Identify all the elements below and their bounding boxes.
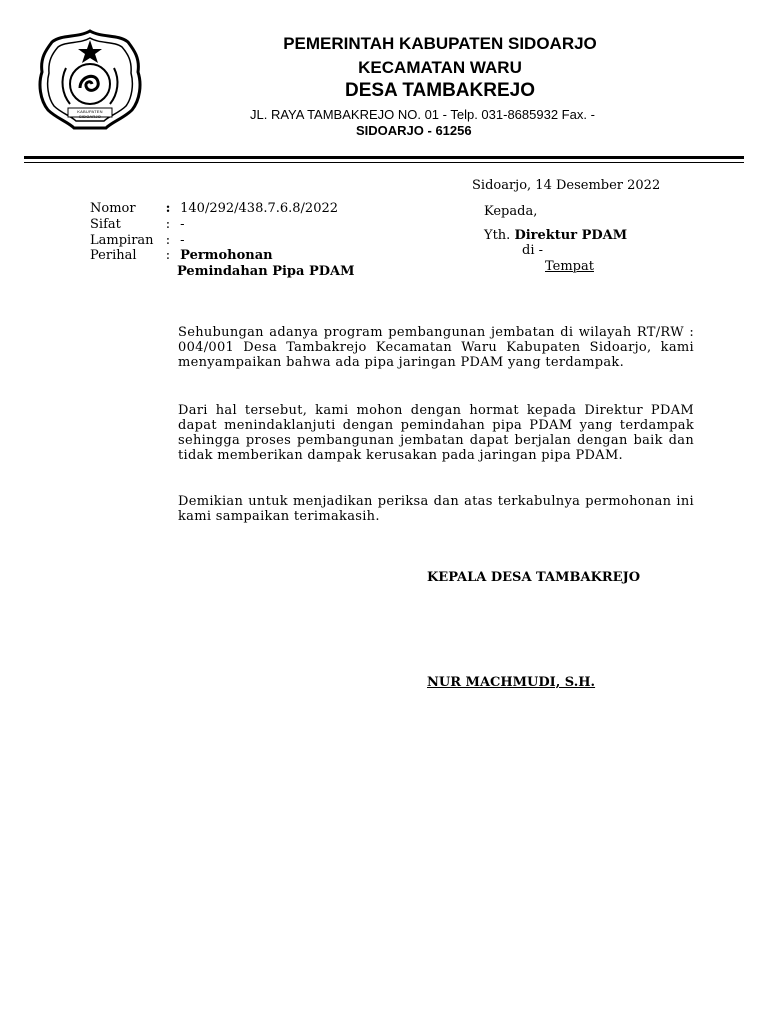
meta-row-lampiran (90, 233, 185, 249)
recipient-place: Tempat (545, 259, 594, 274)
meta-row-sifat (90, 217, 185, 233)
meta-label: Lampiran (90, 233, 154, 248)
body-paragraph-2: Dari hal tersebut, kami mohon dengan hormat kepada Direktur PDAM dapat menindaklanjuti dengan pemindahan pipa PDAM yang terdampak sehingga proses pembangunan jembatan dapat berjalan dengan baik dan tidak memberikan dampak kerusakan pada jaringan pipa PDAM. (178, 403, 694, 463)
meta-colon: : (165, 201, 171, 216)
meta-label: Sifat (90, 217, 121, 232)
body-paragraph-3: Demikian untuk menjadikan periksa dan atas terkabulnya permohonan ini kami sampaikan terimakasih. (178, 494, 694, 524)
meta-row-nomor (90, 201, 338, 217)
signature-name: NUR MACHMUDI, S.H. (427, 675, 596, 690)
meta-colon: : (165, 217, 171, 232)
header-district: KECAMATAN WARU (358, 58, 522, 77)
meta-perihal-line2: Pemindahan Pipa PDAM (177, 264, 355, 279)
meta-label: Perihal (90, 248, 137, 263)
letter-date: Sidoarjo, 14 Desember 2022 (472, 178, 661, 193)
meta-value: - (180, 217, 185, 232)
body-paragraph-1: Sehubungan adanya program pembangunan jembatan di wilayah RT/RW : 004/001 Desa Tambakrejo Kecamatan Waru Kabupaten Sidoarjo, kami menyampaikan bahwa ada pipa jaringan PDAM yang terdampak. (178, 325, 694, 370)
header-village: DESA TAMBAKREJO (344, 80, 535, 101)
header-address: JL. RAYA TAMBAKREJO NO. 01 - Telp. 031-8685932 Fax. - (250, 107, 595, 122)
meta-value: Permohonan (180, 248, 273, 263)
recipient-name: Direktur PDAM (514, 228, 628, 243)
logo-ribbon-text: KABUPATEN SIDOARJO (77, 109, 103, 119)
recipient-line (484, 228, 627, 244)
recipient-yth: Yth. (484, 228, 511, 243)
signature-title: KEPALA DESA TAMBAKREJO (427, 570, 641, 585)
meta-label: Nomor (90, 201, 136, 216)
meta-colon: : (165, 233, 171, 248)
header-government: PEMERINTAH KABUPATEN SIDOARJO (283, 34, 597, 53)
meta-colon: : (165, 248, 171, 263)
recipient-kepada: Kepada, (484, 204, 538, 219)
header-divider-thin (24, 162, 744, 163)
meta-row-perihal (90, 248, 273, 264)
meta-value: 140/292/438.7.6.8/2022 (180, 201, 339, 216)
recipient-di: di - (522, 243, 544, 258)
meta-value: - (180, 233, 185, 248)
regency-logo (36, 28, 144, 134)
header-city: SIDOARJO - 61256 (356, 123, 472, 138)
header-divider-thick (24, 156, 744, 159)
